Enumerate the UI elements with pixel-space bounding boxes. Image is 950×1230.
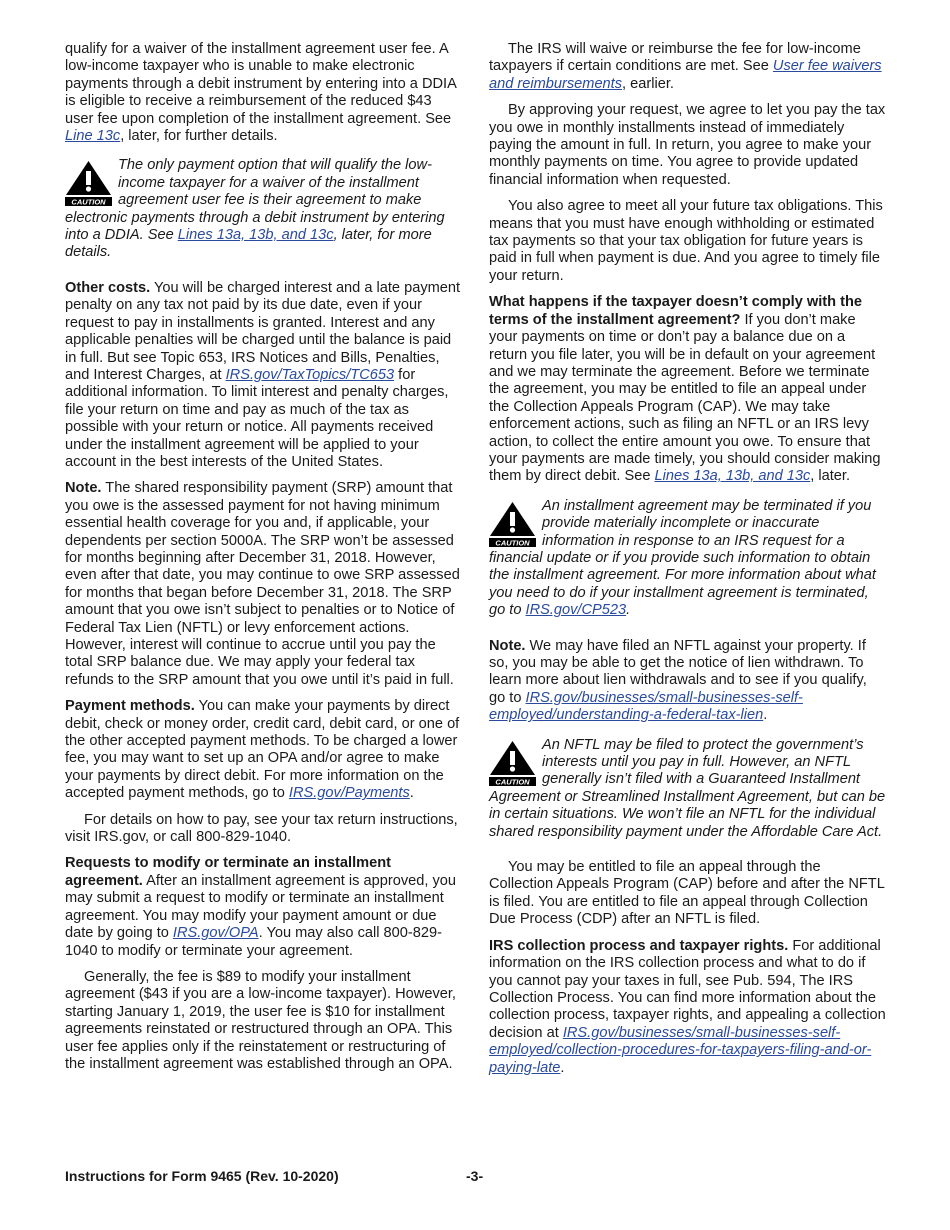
heading-payment-methods: Payment methods. xyxy=(65,698,195,715)
paragraph-how-to-pay: For details on how to pay, see your tax return instructions, visit IRS.gov, or call 800-829-1040. xyxy=(65,811,458,846)
paragraph-other-costs xyxy=(65,280,462,471)
paragraph-modify-fee: Generally, the fee is $89 to modify your installment agreement ($43 if you are a low-income taxpayer). However, starting January 1, 2019, the user fee is $10 for installment agreements reinstated or restructured through an OPA. This user fee applies only if the reinstatement or restructuring of the installment agreement was established through an OPA. xyxy=(65,968,456,1072)
paragraph-fee-waiver xyxy=(65,41,462,145)
link-taxtopics-tc653[interactable]: IRS.gov/TaxTopics/TC653 xyxy=(225,366,395,383)
link-lines-13abc-right[interactable]: Lines 13a, 13b, and 13c xyxy=(654,468,811,485)
text: , later. xyxy=(810,468,851,485)
text: After an installment agreement is approved, you may submit a request to modify or terminate an installment agreement. You may modify your payment amount or due date by going to xyxy=(65,872,457,942)
paragraph-appeal: You may be entitled to file an appeal through the Collection Appeals Program (CAP) before and after the NFTL is filed. You are entitled to file an appeal through Collection Due Process (CDP) after an NFTL is filed. xyxy=(489,859,885,928)
caution-icon xyxy=(65,160,112,207)
right-column xyxy=(489,41,886,1086)
text: for additional information. To limit interest and penalty charges, file your return on time and pay as much of the tax as possible with your return or notice. All payments received under the installment agreement will be applied to your account in the best interests of the United States. xyxy=(65,366,449,470)
text: , earlier. xyxy=(622,75,674,92)
link-lines-13abc[interactable]: Lines 13a, 13b, and 13c xyxy=(177,227,334,244)
caution-note-3 xyxy=(489,737,886,841)
paragraph-waive-reimburse xyxy=(489,41,886,93)
heading-other-costs: Other costs. xyxy=(65,279,151,296)
text: The IRS will waive or reimburse the fee for low-income taxpayers if certain conditions are met. See xyxy=(489,41,861,75)
link-irs-cp523[interactable]: IRS.gov/CP523 xyxy=(525,602,627,619)
left-column xyxy=(65,41,462,1082)
text: If you don’t make your payments on time or don’t pay a balance due on a return you file later, you will be in default on your agreement and we may terminate the agreement. Before we terminate the agreement, you may be entitled to file an appeal under the Collection Appeals Program (CAP). We may take enforcement actions, such as filing an NFTL or an IRS levy action, to collect the entire amount you owe. To ensure that your payments are made timely, you should consider making them by direct debit. See xyxy=(489,311,881,485)
text: You will be charged interest and a late payment penalty on any tax not paid by its due date, even if your request to pay in installments is granted. Interest and any applicable penalties will be charged until the balance is paid in full. But see Topic 653, IRS Notices and Bills, Penalties, and Interest Charges, at xyxy=(65,279,461,383)
caution-note-2 xyxy=(489,498,886,620)
link-collection-procedures[interactable]: IRS.gov/businesses/small-businesses-self-employed/collection-procedures-for-taxpayers-filing-and-or-paying-late xyxy=(489,1024,872,1076)
paragraph-approving-request: By approving your request, we agree to let you pay the tax you owe in monthly installments instead of immediately paying the amount in full. In return, you agree to make your monthly payments on time. You agree to provide updated financial information when requested. xyxy=(489,102,886,188)
heading-collection-process: IRS collection process and taxpayer rights. xyxy=(489,937,789,954)
paragraph-modify-terminate xyxy=(65,855,462,959)
link-federal-tax-lien[interactable]: IRS.gov/businesses/small-businesses-self-employed/understanding-a-federal-tax-lien xyxy=(489,689,803,724)
heading-noncompliance: What happens if the taxpayer doesn’t comply with the terms of the installment agreement? xyxy=(489,294,863,328)
link-irs-payments[interactable]: IRS.gov/Payments xyxy=(288,785,410,802)
footer-form-title: Instructions for Form 9465 (Rev. 10-2020) xyxy=(65,1168,339,1184)
caution-note-1 xyxy=(65,157,462,261)
heading-note: Note. xyxy=(489,637,526,654)
text: An NFTL may be filed to protect the government’s interests until you pay in full. However, an NFTL generally isn’t filed with a Guaranteed Installment Agreement or Streamlined Installment Agreement, but can be in certain situations. We won’t file an NFTL for the individual shared responsibility payment under the Affordable Care Act. xyxy=(489,736,886,840)
page-footer xyxy=(65,1168,886,1188)
paragraph-nftl-note xyxy=(489,638,886,725)
text: . xyxy=(626,602,631,619)
text: . You may also call 800-829-1040 to modify or terminate your agreement. xyxy=(65,925,442,959)
paragraph-collection-process xyxy=(489,938,886,1077)
text: We may have filed an NFTL against your property. If so, you may be able to get the notice of lien withdrawn. To learn more about lien withdrawals and to see if you qualify, go to xyxy=(489,637,867,706)
heading-modify-terminate: Requests to modify or terminate an installment agreement. xyxy=(65,855,391,889)
caution-badge-text: CAUTION xyxy=(495,777,530,787)
caution-badge-text: CAUTION xyxy=(495,538,530,548)
text: An installment agreement may be terminated if you provide materially incomplete or inaccurate information in response to an IRS request for a financial update or if you provide such information to obtain the installment agreement. For more information about what you need to do if your installment agreement is terminated, go to xyxy=(489,497,876,619)
link-irs-opa[interactable]: IRS.gov/OPA xyxy=(172,925,259,942)
caution-icon xyxy=(489,740,536,787)
text: , later, for more details. xyxy=(65,227,432,261)
caution-badge-text: CAUTION xyxy=(71,197,106,207)
text: qualify for a waiver of the installment agreement user fee. A low-income taxpayer who is unable to make electronic payments through a debit instrument by entering into a DDIA is eligible to receive a reimbursement of the reduced $43 user fee upon completion of the installment agreement. See xyxy=(65,41,457,127)
heading-note: Note. xyxy=(65,480,102,497)
text: . xyxy=(560,1059,565,1076)
paragraph-noncompliance xyxy=(489,294,886,485)
text: The only payment option that will qualify the low-income taxpayer for a waiver of the installment agreement user fee is their agreement to make electronic payments through a debit instrument by entering into a DDIA. See xyxy=(65,157,445,244)
paragraph-payment-methods xyxy=(65,698,462,802)
text: You can make your payments by direct debit, check or money order, credit card, debit card, or one of the other accepted payment methods. To be charged a lower fee, you may want to set up an OPA and/or agree to make your payments by direct debit. For more information on the accepted payment methods, go to xyxy=(65,698,460,802)
link-user-fee-waivers[interactable]: User fee waivers and reimbursements xyxy=(489,58,882,92)
text: , later, for further details. xyxy=(120,128,278,145)
paragraph-srp-note xyxy=(65,480,462,689)
paragraph-future-obligations: You also agree to meet all your future tax obligations. This means that you must have enough withholding or estimated tax payments so that your tax obligation for future years is paid in full when payment is due. And you agree to timely file your return. xyxy=(489,198,883,284)
text: . xyxy=(763,707,768,724)
caution-icon xyxy=(489,501,536,548)
link-line-13c[interactable]: Line 13c xyxy=(65,128,121,145)
text: . xyxy=(409,785,414,802)
text: The shared responsibility payment (SRP) amount that you owe is the assessed payment for not having minimum essential health coverage for you and, if applicable, your dependents per section 5000A. The SRP won’t be assessed for months beginning after December 31, 2018. However, even after that date, you may continue to owe SRP assessed for months that began before December 31, 2018. The SRP amount that you owe isn’t subject to penalties or to Notice of Federal Tax Lien (NFTL) or levy enforcement actions. However, interest will continue to accrue until you pay the total SRP balance due. We may apply your federal tax refunds to the SRP amount that you owe until it’s paid in full. xyxy=(65,480,460,688)
text: For additional information on the IRS collection process and what to do if you cannot pay your taxes in full, see Pub. 594, The IRS Collection Process. You can find more information about the collection process, taxpayer rights, and appealing a collection decision at xyxy=(489,937,886,1041)
page-number: -3- xyxy=(466,1168,484,1184)
